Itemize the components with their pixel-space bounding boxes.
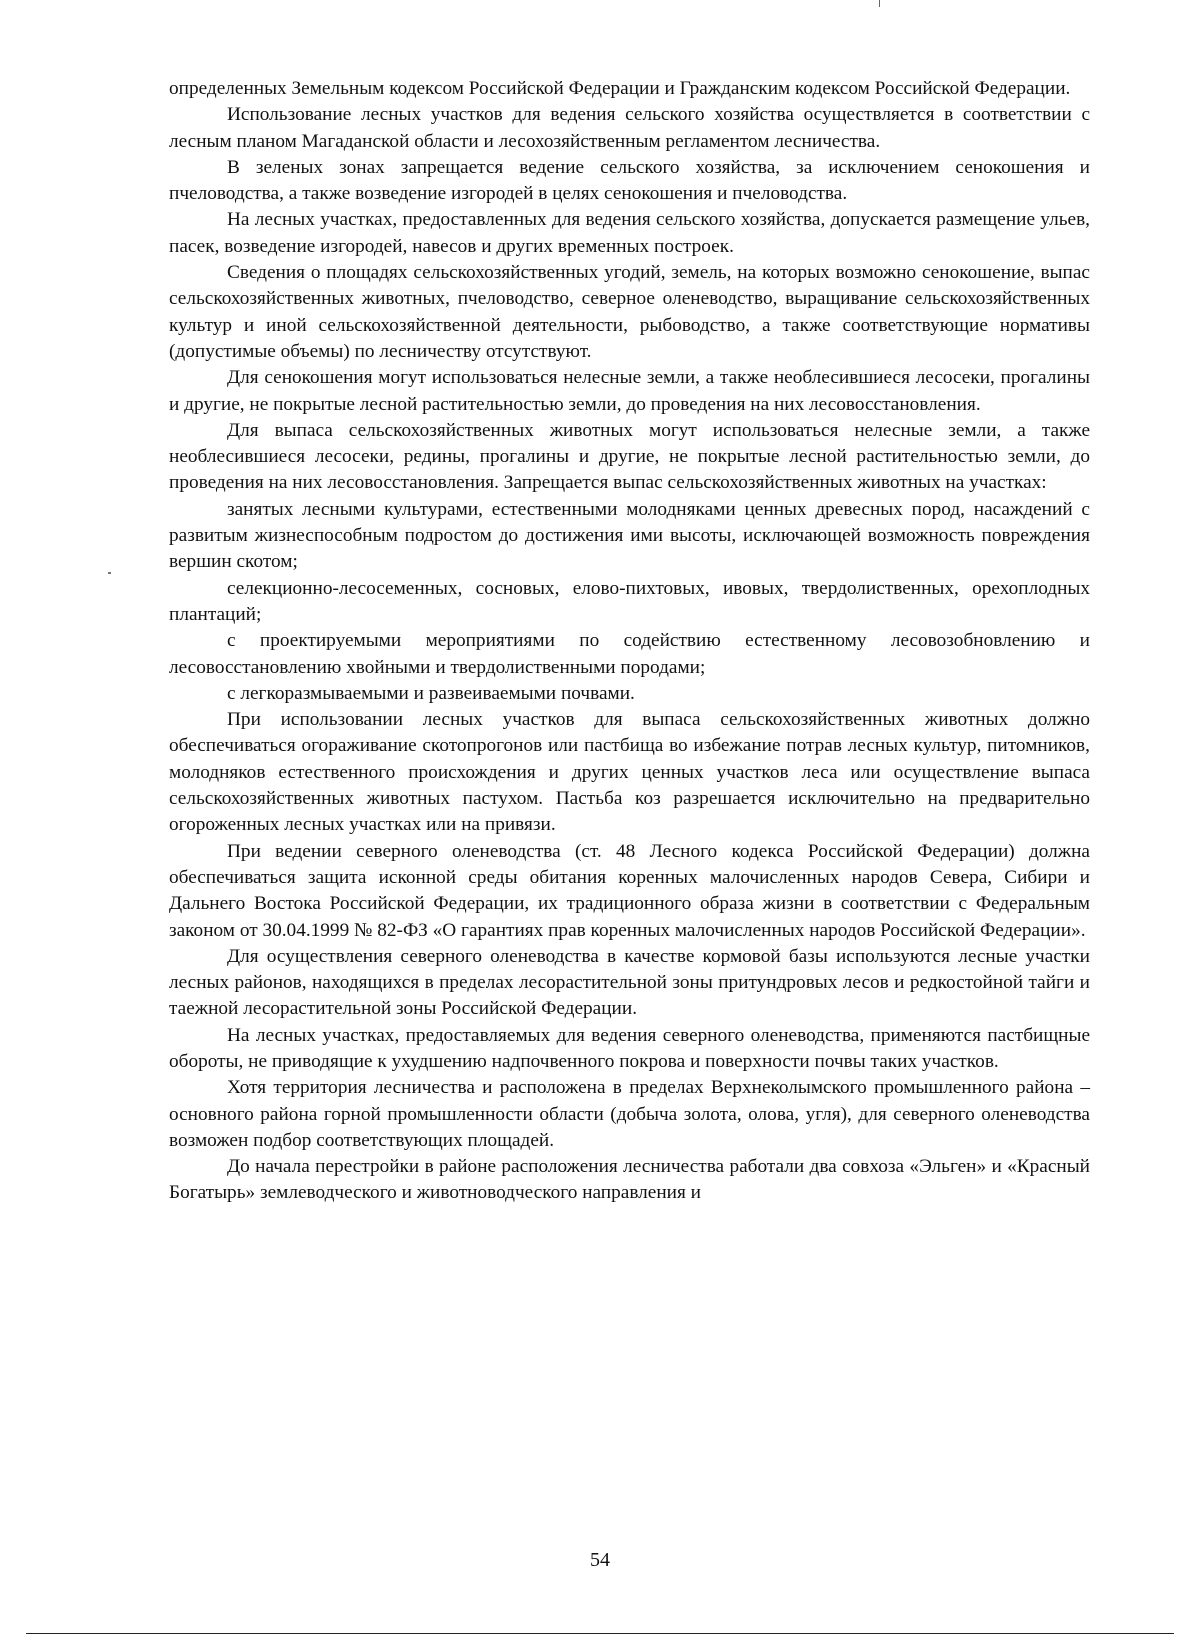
paragraph-11: с легкоразмываемыми и развеиваемыми почвами. — [227, 682, 635, 704]
paragraph-10: с проектируемыми мероприятиями по содействию естественному лесовозобновлению и лесовосстановлению хвойными и твердолиственными породами; — [169, 630, 1090, 678]
bottom-rule — [26, 1633, 1174, 1634]
paragraph-17: До начала перестройки в районе расположения лесничества работали два совхоза «Эльген» и «Красный Богатырь» землеводческого и животноводческого направления и — [169, 1156, 1090, 1204]
paragraph-8: занятых лесными культурами, естественными молодняками ценных древесных пород, насаждений с развитым жизнеспособным подростом до достижения ими высоты, исключающей возможность повреждения вершин скотом; — [169, 498, 1090, 573]
paragraph-2: Использование лесных участков для ведения сельского хозяйства осуществляется в соответствии с лесным планом Магаданской области и лесохозяйственным регламентом лесничества. — [169, 104, 1090, 152]
scan-mark — [879, 0, 880, 7]
paragraph-12: При использовании лесных участков для выпаса сельскохозяйственных животных должно обеспечиваться огораживание скотопрогонов или пастбища во избежание потрав лесных культур, питомников, молодняков естественного происхождения и других ценных участков леса или осуществление выпаса сельскохозяйственных животных пастухом. Пастьба коз разрешается исключительно на предварительно огороженных лесных участках или на привязи. — [169, 709, 1090, 836]
paragraph-16: Хотя территория лесничества и расположена в пределах Верхнеколымского промышленного района – основного района горной промышленности области (добыча золота, олова, угля), для северного оленеводства возможен подбор соответствующих площадей. — [169, 1077, 1090, 1151]
paragraph-15: На лесных участках, предоставляемых для ведения северного оленеводства, применяются пастбищные обороты, не приводящие к ухудшению надпочвенного покрова и поверхности почвы таких участков. — [169, 1024, 1090, 1072]
page-number: 54 — [590, 1549, 610, 1571]
paragraph-5: Сведения о площадях сельскохозяйственных угодий, земель, на которых возможно сенокошение, выпас сельскохозяйственных животных, пчеловодство, северное оленеводство, выращивание сельскохозяйственных культур и иной сельскохозяйственной деятельности, рыбоводство, а также соответствующие нормативы (допустимые объемы) по лесничеству отсутствуют. — [169, 262, 1090, 362]
paragraph-1: определенных Земельным кодексом Российской Федерации и Гражданским кодексом Российской Федерации. — [169, 78, 1071, 99]
paragraph-7: Для выпаса сельскохозяйственных животных могут использоваться нелесные земли, а также необлесившиеся лесосеки, редины, прогалины и другие, не покрытые лесной растительностью земли, до проведения на них лесовосстановления. Запрещается выпас сельскохозяйственных животных на участках: — [169, 419, 1090, 494]
paragraph-9: селекционно-лесосеменных, сосновых, елово-пихтовых, ивовых, твердолиственных, орехоплодных плантаций; — [169, 577, 1090, 625]
scan-speck — [108, 572, 111, 574]
paragraph-4: На лесных участках, предоставленных для ведения сельского хозяйства, допускается размещение ульев, пасек, возведение изгородей, навесов и других временных построек. — [169, 209, 1090, 257]
paragraph-13: При ведении северного оленеводства (ст. 48 Лесного кодекса Российской Федерации) должна обеспечиваться защита исконной среды обитания коренных малочисленных народов Севера, Сибири и Дальнего Востока Российской Федерации, их традиционного образа жизни в соответствии с Федеральным законом от 30.04.1999 № 82-ФЗ «О гарантиях прав коренных малочисленных народов Российской Федерации». — [169, 840, 1090, 941]
paragraph-3: В зеленых зонах запрещается ведение сельского хозяйства, за исключением сенокошения и пчеловодства, а также возведение изгородей в целях сенокошения и пчеловодства. — [169, 156, 1090, 205]
paragraph-14: Для осуществления северного оленеводства в качестве кормовой базы используются лесные участки лесных районов, находящихся в пределах лесорастительной зоны притундровых лесов и редкостойной тайги и таежной лесорастительной зоны Российской Федерации. — [169, 945, 1090, 1020]
body-text — [169, 76, 1090, 1207]
paragraph-6: Для сенокошения могут использоваться нелесные земли, а также необлесившиеся лесосеки, прогалины и другие, не покрытые лесной растительностью земли, до проведения на них лесовосстановления. — [169, 367, 1090, 415]
